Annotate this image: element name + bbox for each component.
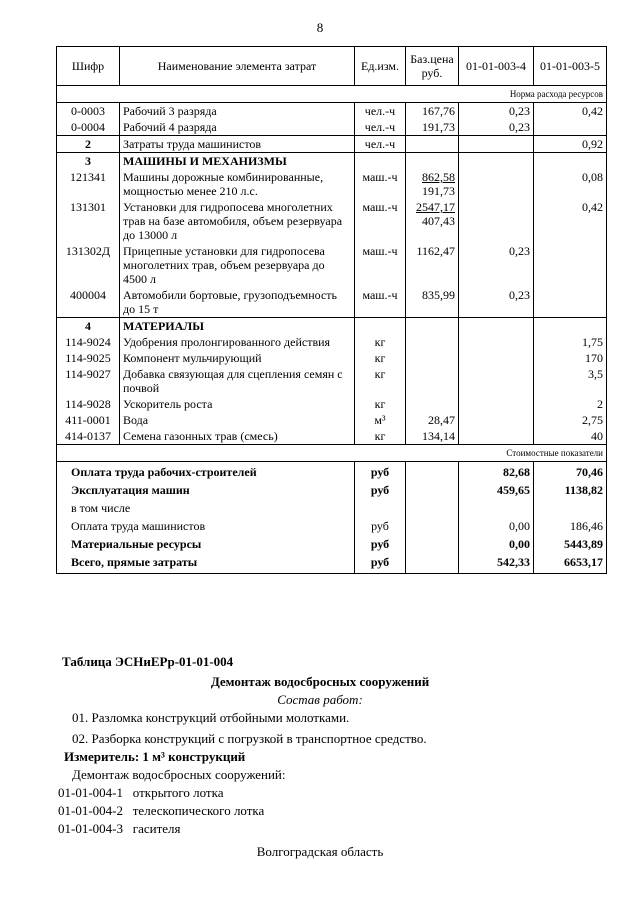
summary-row	[57, 498, 607, 516]
item-code: 01-01-004-3	[58, 821, 123, 836]
row-unit: чел.-ч	[355, 103, 406, 120]
table-row	[57, 243, 607, 287]
table-row	[57, 169, 607, 199]
works-title: Состав работ:	[277, 692, 363, 707]
row-price: 862,58	[422, 170, 455, 184]
row-v4	[459, 169, 534, 199]
row-price: 167,76	[406, 103, 459, 120]
row-name: Автомобили бортовые, грузоподъемность до 15 т	[120, 287, 355, 318]
row-price	[406, 396, 459, 412]
meter: Измеритель: 1 м³ конструкций	[64, 749, 246, 764]
summary-label: Всего, прямые затраты	[57, 552, 355, 574]
item-text: открытого лотка	[132, 785, 224, 800]
row-price-2: 407,43	[422, 214, 455, 228]
row-unit: маш.-ч	[355, 199, 406, 243]
row-price: 28,47	[406, 412, 459, 428]
summary-unit: руб	[355, 516, 406, 534]
row-price: 134,14	[406, 428, 459, 445]
row-v4	[459, 428, 534, 445]
summary-row	[57, 534, 607, 552]
section-name: МАТЕРИАЛЫ	[120, 318, 355, 335]
section-code: 2	[57, 136, 120, 153]
row-name: Установки для гидропосева многолетних трав на базе автомобиля, объем резервуара до 13000 л	[120, 199, 355, 243]
header-unit: Ед.изм.	[355, 47, 406, 86]
row-code: 0-0004	[57, 119, 120, 136]
row-v5: 2	[534, 396, 607, 412]
resource-table	[56, 46, 607, 574]
table-row	[57, 412, 607, 428]
work-item: 02. Разборка конструкций с погрузкой в транспортное средство.	[72, 731, 427, 746]
row-unit: кг	[355, 366, 406, 396]
page-number: 8	[316, 20, 324, 35]
row-v4	[459, 199, 534, 243]
summary-v4: 82,68	[459, 462, 534, 481]
row-v5	[534, 287, 607, 318]
summary-label: Материальные ресурсы	[57, 534, 355, 552]
row-v4: 0,23	[459, 243, 534, 287]
row-price: 835,99	[406, 287, 459, 318]
summary-row	[57, 462, 607, 481]
row-v4: 0,23	[459, 287, 534, 318]
row-name: Вода	[120, 412, 355, 428]
row-v5: 0,42	[534, 199, 607, 243]
row-name: Рабочий 3 разряда	[120, 103, 355, 120]
summary-row	[57, 552, 607, 574]
row-code: 400004	[57, 287, 120, 318]
item-code: 01-01-004-1	[58, 785, 123, 800]
summary-v5: 1138,82	[534, 480, 607, 498]
header-col5: 01-01-003-5	[534, 47, 607, 86]
row-name: Рабочий 4 разряда	[120, 119, 355, 136]
row-price: 1162,47	[406, 243, 459, 287]
list-item	[58, 803, 618, 819]
list-item	[58, 785, 618, 801]
row-unit: чел.-ч	[355, 119, 406, 136]
row-v4	[459, 412, 534, 428]
row-price	[406, 366, 459, 396]
item-text: гасителя	[132, 821, 181, 836]
row-code: 0-0003	[57, 103, 120, 120]
row-price	[406, 334, 459, 350]
row-code: 121341	[57, 169, 120, 199]
row-code: 114-9025	[57, 350, 120, 366]
section-name: МАШИНЫ И МЕХАНИЗМЫ	[120, 153, 355, 170]
section-header	[57, 153, 607, 170]
intro: Демонтаж водосбросных сооружений:	[72, 767, 286, 782]
header-col4: 01-01-003-4	[459, 47, 534, 86]
row-v5: 0,42	[534, 103, 607, 120]
summary-unit: руб	[355, 462, 406, 481]
section-heading: Демонтаж водосбросных сооружений	[210, 674, 430, 689]
section-name: Затраты труда машинистов	[120, 136, 355, 153]
table-row	[57, 428, 607, 445]
summary-v4: 459,65	[459, 480, 534, 498]
row-name: Удобрения пролонгированного действия	[120, 334, 355, 350]
row-v5: 1,75	[534, 334, 607, 350]
summary-label: Оплата труда рабочих-строителей	[57, 462, 355, 481]
summary-label: в том числе	[57, 498, 355, 516]
summary-v5: 5443,89	[534, 534, 607, 552]
work-item: 01. Разломка конструкций отбойными молотками.	[72, 710, 350, 725]
cost-label: Стоимостные показатели	[57, 445, 607, 462]
table-header	[57, 47, 607, 86]
norm-label: Норма расхода ресурсов	[57, 86, 607, 103]
header-code: Шифр	[57, 47, 120, 86]
row-unit: кг	[355, 334, 406, 350]
row-v4	[459, 366, 534, 396]
table-title: Таблица ЭСНиЕРр-01-01-004	[62, 654, 234, 669]
row-code: 114-9027	[57, 366, 120, 396]
row-v5	[534, 243, 607, 287]
row-v5	[534, 119, 607, 136]
summary-unit: руб	[355, 534, 406, 552]
row-v5: 2,75	[534, 412, 607, 428]
table-row	[57, 350, 607, 366]
section-code: 4	[57, 318, 120, 335]
row-v4	[459, 334, 534, 350]
list-item	[58, 821, 618, 837]
table-row	[57, 199, 607, 243]
row-v4: 0,23	[459, 103, 534, 120]
row-v5: 40	[534, 428, 607, 445]
row-v4: 0,23	[459, 119, 534, 136]
footer-region: Волгоградская область	[256, 844, 384, 859]
row-name: Прицепные установки для гидропосева многолетних трав, объем резервуара до 4500 л	[120, 243, 355, 287]
row-unit: чел.-ч	[355, 136, 406, 153]
table-row	[57, 119, 607, 136]
row-price: 2547,17	[416, 200, 455, 214]
summary-v4: 0,00	[459, 534, 534, 552]
row-code: 414-0137	[57, 428, 120, 445]
row-unit: кг	[355, 428, 406, 445]
row-v4	[459, 396, 534, 412]
section-code: 3	[57, 153, 120, 170]
table-row	[57, 287, 607, 318]
row-name: Добавка связующая для сцепления семян с почвой	[120, 366, 355, 396]
row-code: 411-0001	[57, 412, 120, 428]
row-unit: кг	[355, 350, 406, 366]
row-unit: маш.-ч	[355, 169, 406, 199]
row-code: 114-9024	[57, 334, 120, 350]
summary-v4: 0,00	[459, 516, 534, 534]
summary-label: Оплата труда машинистов	[57, 516, 355, 534]
header-name: Наименование элемента затрат	[120, 47, 355, 86]
table-row	[57, 103, 607, 120]
item-text: телескопического лотка	[132, 803, 265, 818]
header-price: Баз.цена руб.	[406, 47, 459, 86]
row-name: Машины дорожные комбинированные, мощностью менее 210 л.с.	[120, 169, 355, 199]
summary-unit: руб	[355, 552, 406, 574]
table-row	[57, 366, 607, 396]
summary-v4: 542,33	[459, 552, 534, 574]
row-v5: 170	[534, 350, 607, 366]
row-price-2: 191,73	[422, 184, 455, 198]
table-row	[57, 136, 607, 153]
row-code: 131302Д	[57, 243, 120, 287]
section-header	[57, 318, 607, 335]
row-unit: кг	[355, 396, 406, 412]
summary-v5: 186,46	[534, 516, 607, 534]
row-name: Семена газонных трав (смесь)	[120, 428, 355, 445]
row-unit: маш.-ч	[355, 243, 406, 287]
row-v5: 0,92	[534, 136, 607, 153]
row-code: 114-9028	[57, 396, 120, 412]
row-price	[406, 350, 459, 366]
summary-row	[57, 480, 607, 498]
row-code: 131301	[57, 199, 120, 243]
summary-label: Эксплуатация машин	[57, 480, 355, 498]
table-row	[57, 334, 607, 350]
row-v4	[459, 350, 534, 366]
summary-row	[57, 516, 607, 534]
row-unit: маш.-ч	[355, 287, 406, 318]
summary-v5: 70,46	[534, 462, 607, 481]
row-unit: м³	[355, 412, 406, 428]
row-name: Ускоритель роста	[120, 396, 355, 412]
item-code: 01-01-004-2	[58, 803, 123, 818]
table-row	[57, 396, 607, 412]
summary-unit: руб	[355, 480, 406, 498]
row-price: 191,73	[406, 119, 459, 136]
row-v5: 0,08	[534, 169, 607, 199]
summary-v5: 6653,17	[534, 552, 607, 574]
row-v5: 3,5	[534, 366, 607, 396]
row-name: Компонент мульчирующий	[120, 350, 355, 366]
